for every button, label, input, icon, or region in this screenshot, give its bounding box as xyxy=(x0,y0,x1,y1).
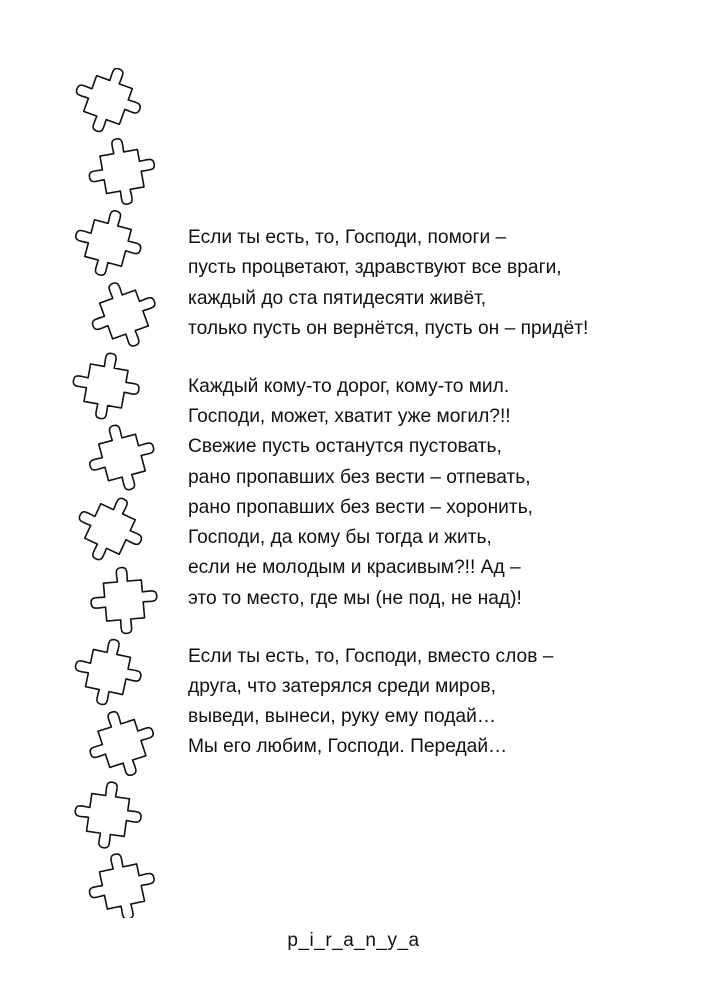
stanza-1 xyxy=(188,223,688,344)
poem-line: пусть процветают, здравствуют все враги, xyxy=(188,257,562,279)
poem-line: Господи, да кому бы тогда и жить, xyxy=(188,527,492,549)
poem-line: Каждый кому-то дорог, кому-то мил. xyxy=(188,375,510,397)
puzzle-piece-icon xyxy=(83,847,161,918)
poem xyxy=(188,223,688,790)
puzzle-piece-icon xyxy=(84,133,160,209)
poem-line: Если ты есть, то, Господи, вместо слов – xyxy=(188,645,554,667)
poem-line: рано пропавших без вести – отпевать, xyxy=(188,466,531,488)
puzzle-border xyxy=(64,68,184,918)
poem-line: Господи, может, хватит уже могил?!! xyxy=(188,405,511,427)
poem-line: Свежие пусть останутся пустовать, xyxy=(188,436,502,458)
poem-line: каждый до ста пятидесяти живёт, xyxy=(188,287,487,309)
puzzle-piece-icon xyxy=(66,68,151,142)
stanza-3 xyxy=(188,642,688,763)
puzzle-piece-icon xyxy=(82,272,167,357)
puzzle-piece-icon xyxy=(82,417,163,498)
puzzle-piece-icon xyxy=(80,702,163,785)
poem-line: Мы его любим, Господи. Передай… xyxy=(188,736,508,758)
poem-line: только пусть он вернётся, пусть он – придёт! xyxy=(188,317,589,339)
stanza-2 xyxy=(188,372,688,614)
puzzle-piece-icon xyxy=(69,633,147,711)
poem-line: это то место, где мы (не под, не над)! xyxy=(188,587,522,609)
puzzle-piece-icon xyxy=(68,203,149,284)
puzzle-piece-icon xyxy=(88,565,160,637)
poem-line: друга, что затерялся среди миров, xyxy=(188,675,496,697)
poem-line: если не молодым и красивым?!! Ад – xyxy=(188,557,521,579)
author-signature: p_i_r_a_n_y_a xyxy=(287,930,420,951)
poem-line: Если ты есть, то, Господи, помоги – xyxy=(188,227,507,248)
puzzle-piece-icon xyxy=(66,485,154,573)
poem-line: рано пропавших без вести – хоронить, xyxy=(188,496,534,518)
poem-line: выведи, вынеси, руку ему подай… xyxy=(188,706,497,728)
puzzle-piece-icon xyxy=(68,348,144,424)
puzzle-piece-icon xyxy=(71,778,146,853)
